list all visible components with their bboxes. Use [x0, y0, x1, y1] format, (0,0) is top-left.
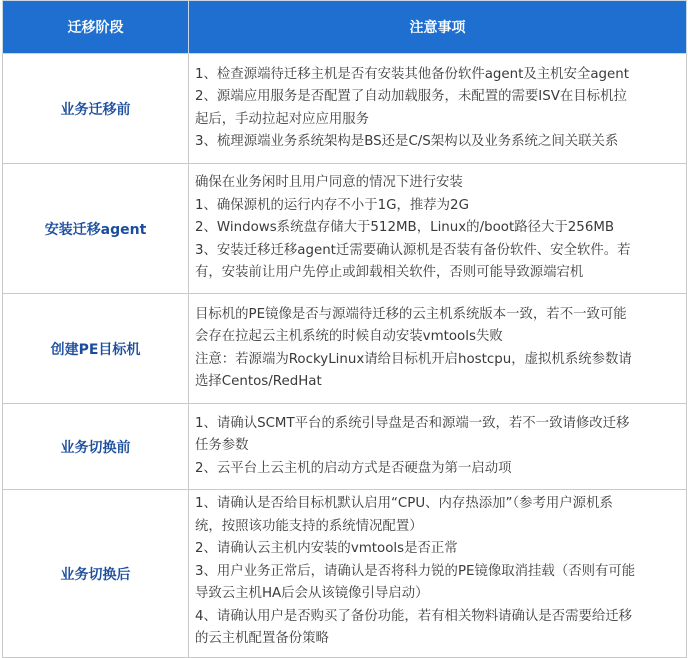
- stage-cell: 创建PE目标机: [3, 294, 189, 404]
- note-line: 1、确保源机的运行内存不小于1G，推荐为2G: [195, 197, 469, 213]
- note-line: 目标机的PE镜像是否与源端待迁移的云主机系统版本一致，若不一致可能: [195, 306, 627, 322]
- note-line: 3、梳理源端业务系统架构是BS还是C/S架构以及业务系统之间关联关系: [195, 134, 619, 149]
- note-line: 1、检查源端待迁移主机是否有安装其他备份软件agent及主机安全agent: [195, 66, 630, 82]
- note-line: 4、请确认用户是否购买了备份功能，若有相关物料请确认是否需要给迁移: [195, 608, 633, 624]
- stage-cell: 安装迁移agent: [3, 164, 189, 294]
- note-line: 确保在业务闲时且用户同意的情况下进行安装: [195, 175, 463, 191]
- table-row: [3, 164, 687, 294]
- notes-cell: [189, 294, 687, 404]
- stage-cell: 业务切换前: [3, 404, 189, 490]
- note-line: 起后，手动拉起对应应用服务: [195, 111, 370, 127]
- table-header-row: [3, 1, 687, 54]
- header-notes: 注意事项: [189, 1, 687, 54]
- note-line: 2、请确认云主机内安装的vmtools是否正常: [195, 541, 458, 556]
- note-line: 1、请确认SCMT平台的系统引导盘是否和源端一致，若不一致请修改迁移: [195, 415, 630, 431]
- stage-cell: 业务切换后: [3, 490, 189, 658]
- notes-cell: [189, 490, 687, 658]
- notes-cell: [189, 54, 687, 164]
- notes-cell: [189, 164, 687, 294]
- note-line: 的云主机配置备份策略: [195, 631, 329, 646]
- note-line: 有，安装前让用户先停止或卸载相关软件，否则可能导致源端宕机: [195, 265, 584, 281]
- header-stage: 迁移阶段: [3, 1, 189, 54]
- table-row: [3, 404, 687, 490]
- note-line: 3、用户业务正常后，请确认是否将科力锐的PE镜像取消挂载（否则有可能: [195, 563, 636, 579]
- note-line: 注意：若源端为RockyLinux请给目标机开启hostcpu，虚拟机系统参数请: [195, 351, 632, 367]
- note-line: 会存在拉起云主机系统的时候自动安装vmtools失败: [195, 329, 503, 344]
- note-line: 3、安装迁移迁移agent迁需要确认源机是否装有备份软件、安全软件。若: [195, 242, 631, 258]
- note-line: 统，按照该功能支持的系统情况配置）: [195, 518, 423, 534]
- note-line: 1、请确认是否给目标机默认启用“CPU、内存热添加”（参考用户源机系: [195, 496, 613, 511]
- migration-notes-table: [2, 0, 687, 658]
- note-line: 2、源端应用服务是否配置了自动加载服务，未配置的需要ISV在目标机拉: [195, 89, 627, 104]
- note-line: 2、云平台上云主机的启动方式是否硬盘为第一启动项: [195, 460, 512, 476]
- note-line: 任务参数: [195, 438, 249, 454]
- note-line: 选择Centos/RedHat: [195, 374, 322, 389]
- note-line: 导致云主机HA后会从该镜像引导启动）: [195, 586, 429, 601]
- table-row: [3, 490, 687, 658]
- table-row: [3, 54, 687, 164]
- stage-cell: 业务迁移前: [3, 54, 189, 164]
- notes-cell: [189, 404, 687, 490]
- note-line: 2、Windows系统盘存储大于512MB，Linux的/boot路径大于256MB: [195, 220, 615, 236]
- table-row: [3, 294, 687, 404]
